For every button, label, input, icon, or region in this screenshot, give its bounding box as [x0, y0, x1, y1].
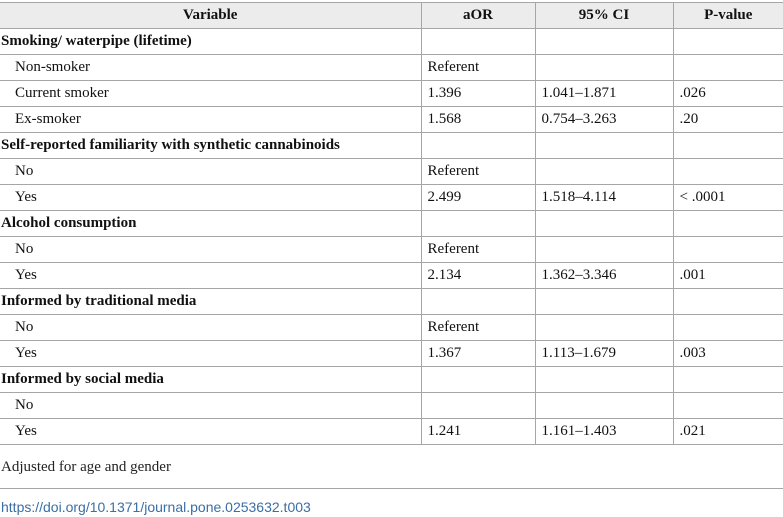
- group-row: [0, 367, 783, 393]
- group-row: [0, 133, 783, 159]
- p-value-cell: [673, 159, 783, 185]
- variable-cell: Current smoker: [0, 81, 421, 107]
- aor-cell: 1.367: [421, 341, 535, 367]
- variable-cell: Yes: [0, 341, 421, 367]
- table-row: [0, 159, 783, 185]
- ci-cell: [535, 237, 673, 263]
- header-p-value: P-value: [673, 3, 783, 29]
- table-row: [0, 263, 783, 289]
- aor-cell: 1.396: [421, 81, 535, 107]
- ci-cell: [535, 315, 673, 341]
- variable-cell: Ex-smoker: [0, 107, 421, 133]
- p-value-cell: .003: [673, 341, 783, 367]
- variable-cell: No: [0, 159, 421, 185]
- table-row: [0, 81, 783, 107]
- aor-cell: 1.241: [421, 419, 535, 445]
- ci-cell: 1.362–3.346: [535, 263, 673, 289]
- variable-cell: Non-smoker: [0, 55, 421, 81]
- doi-link[interactable]: https://doi.org/10.1371/journal.pone.0253632.t003: [1, 499, 311, 515]
- aor-cell: 2.499: [421, 185, 535, 211]
- ci-cell: 0.754–3.263: [535, 107, 673, 133]
- variable-cell: No: [0, 393, 421, 419]
- p-value-cell: .021: [673, 419, 783, 445]
- group-label: Informed by traditional media: [0, 289, 421, 315]
- ci-cell: 1.041–1.871: [535, 81, 673, 107]
- aor-cell: [421, 393, 535, 419]
- table-footnote: Adjusted for age and gender: [1, 459, 171, 475]
- table-row: [0, 341, 783, 367]
- aor-cell: 2.134: [421, 263, 535, 289]
- aor-cell: Referent: [421, 55, 535, 81]
- ci-cell: 1.161–1.403: [535, 419, 673, 445]
- group-label: Informed by social media: [0, 367, 421, 393]
- ci-cell: [535, 393, 673, 419]
- group-row: [0, 29, 783, 55]
- table-row: [0, 393, 783, 419]
- p-value-cell: [673, 393, 783, 419]
- header-ci: 95% CI: [535, 3, 673, 29]
- variable-cell: No: [0, 237, 421, 263]
- header-aor: aOR: [421, 3, 535, 29]
- footer-divider: [0, 488, 783, 489]
- p-value-cell: [673, 237, 783, 263]
- ci-cell: [535, 159, 673, 185]
- variable-cell: No: [0, 315, 421, 341]
- ci-cell: [535, 55, 673, 81]
- table-row: [0, 237, 783, 263]
- table-row: [0, 419, 783, 445]
- header-row: [0, 3, 783, 29]
- p-value-cell: < .0001: [673, 185, 783, 211]
- header-variable: Variable: [0, 3, 421, 29]
- aor-cell: Referent: [421, 315, 535, 341]
- p-value-cell: .001: [673, 263, 783, 289]
- group-label: Smoking/ waterpipe (lifetime): [0, 29, 421, 55]
- aor-cell: Referent: [421, 159, 535, 185]
- p-value-cell: [673, 55, 783, 81]
- aor-cell: Referent: [421, 237, 535, 263]
- p-value-cell: [673, 315, 783, 341]
- group-label: Alcohol consumption: [0, 211, 421, 237]
- ci-cell: 1.518–4.114: [535, 185, 673, 211]
- table-row: [0, 55, 783, 81]
- group-row: [0, 211, 783, 237]
- variable-cell: Yes: [0, 185, 421, 211]
- variable-cell: Yes: [0, 419, 421, 445]
- p-value-cell: .20: [673, 107, 783, 133]
- variable-cell: Yes: [0, 263, 421, 289]
- aor-cell: 1.568: [421, 107, 535, 133]
- group-row: [0, 289, 783, 315]
- ci-cell: 1.113–1.679: [535, 341, 673, 367]
- table-row: [0, 185, 783, 211]
- p-value-cell: .026: [673, 81, 783, 107]
- results-table: [0, 2, 783, 445]
- group-label: Self-reported familiarity with synthetic cannabinoids: [0, 133, 421, 159]
- table-row: [0, 107, 783, 133]
- table-row: [0, 315, 783, 341]
